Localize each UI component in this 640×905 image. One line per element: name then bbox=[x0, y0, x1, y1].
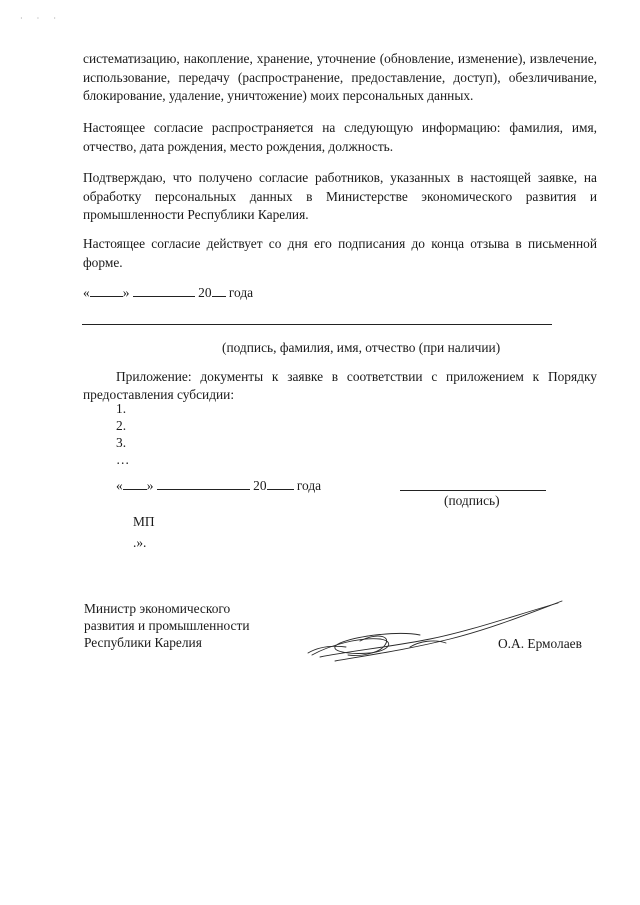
date-close-quote: » bbox=[122, 285, 130, 300]
year-blank bbox=[212, 283, 226, 297]
signature-line bbox=[82, 324, 552, 325]
signer-name: О.А. Ермолаев bbox=[498, 636, 582, 651]
consent-paragraph-processing: систематизацию, накопление, хранение, уточнение (обновление, изменение), извлечение, использование, передачу (распространение, предоставление, доступ), обезличивание, блокирование, удаление, уничтожение) моих персональных данных. bbox=[83, 51, 597, 103]
date-close-quote: » bbox=[146, 478, 154, 493]
day-blank bbox=[90, 283, 123, 297]
list-item: … bbox=[116, 452, 130, 467]
date-line-consent bbox=[83, 283, 253, 301]
date-open-quote: « bbox=[83, 285, 90, 300]
list-item: 3. bbox=[116, 435, 127, 450]
day-blank bbox=[123, 476, 147, 490]
month-blank bbox=[157, 476, 250, 490]
scan-artifact-dots: · · · bbox=[20, 14, 62, 23]
year-prefix: 20 bbox=[198, 285, 212, 300]
minister-title bbox=[84, 600, 250, 651]
closing-mark: .». bbox=[133, 535, 147, 550]
month-blank bbox=[133, 283, 195, 297]
minister-title-line: Республики Карелия bbox=[84, 635, 202, 650]
handwritten-signature bbox=[300, 595, 570, 670]
appendix-list bbox=[116, 400, 129, 468]
date-open-quote: « bbox=[116, 478, 123, 493]
date-line-appendix bbox=[116, 476, 321, 494]
minister-title-line: Министр экономического bbox=[84, 601, 231, 616]
year-suffix: года bbox=[228, 285, 254, 300]
signature-caption-appendix: (подпись) bbox=[444, 493, 500, 508]
consent-paragraph-employees: Подтверждаю, что получено согласие работников, указанных в настоящей заявке, на обработку персональных данных в Министерстве экономического развития и промышленности Республики Карелия. bbox=[83, 170, 597, 222]
list-item: 2. bbox=[116, 418, 127, 433]
signature-caption: (подпись, фамилия, имя, отчество (при наличии) bbox=[222, 340, 501, 355]
year-blank bbox=[267, 476, 294, 490]
signature-line-appendix bbox=[400, 490, 546, 491]
list-item: 1. bbox=[116, 401, 127, 416]
year-prefix: 20 bbox=[253, 478, 267, 493]
stamp-place-label: МП bbox=[133, 514, 155, 529]
consent-paragraph-validity: Настоящее согласие действует со дня его подписания до конца отзыва в письменной форме. bbox=[83, 236, 597, 270]
appendix-paragraph: Приложение: документы к заявке в соответствии с приложением к Порядку предоставления субсидии: bbox=[83, 369, 597, 402]
year-suffix: года bbox=[296, 478, 322, 493]
consent-paragraph-scope: Настоящее согласие распространяется на следующую информацию: фамилия, имя, отчество, дата рождения, место рождения, должность. bbox=[83, 120, 597, 154]
minister-title-line: развития и промышленности bbox=[84, 618, 250, 633]
